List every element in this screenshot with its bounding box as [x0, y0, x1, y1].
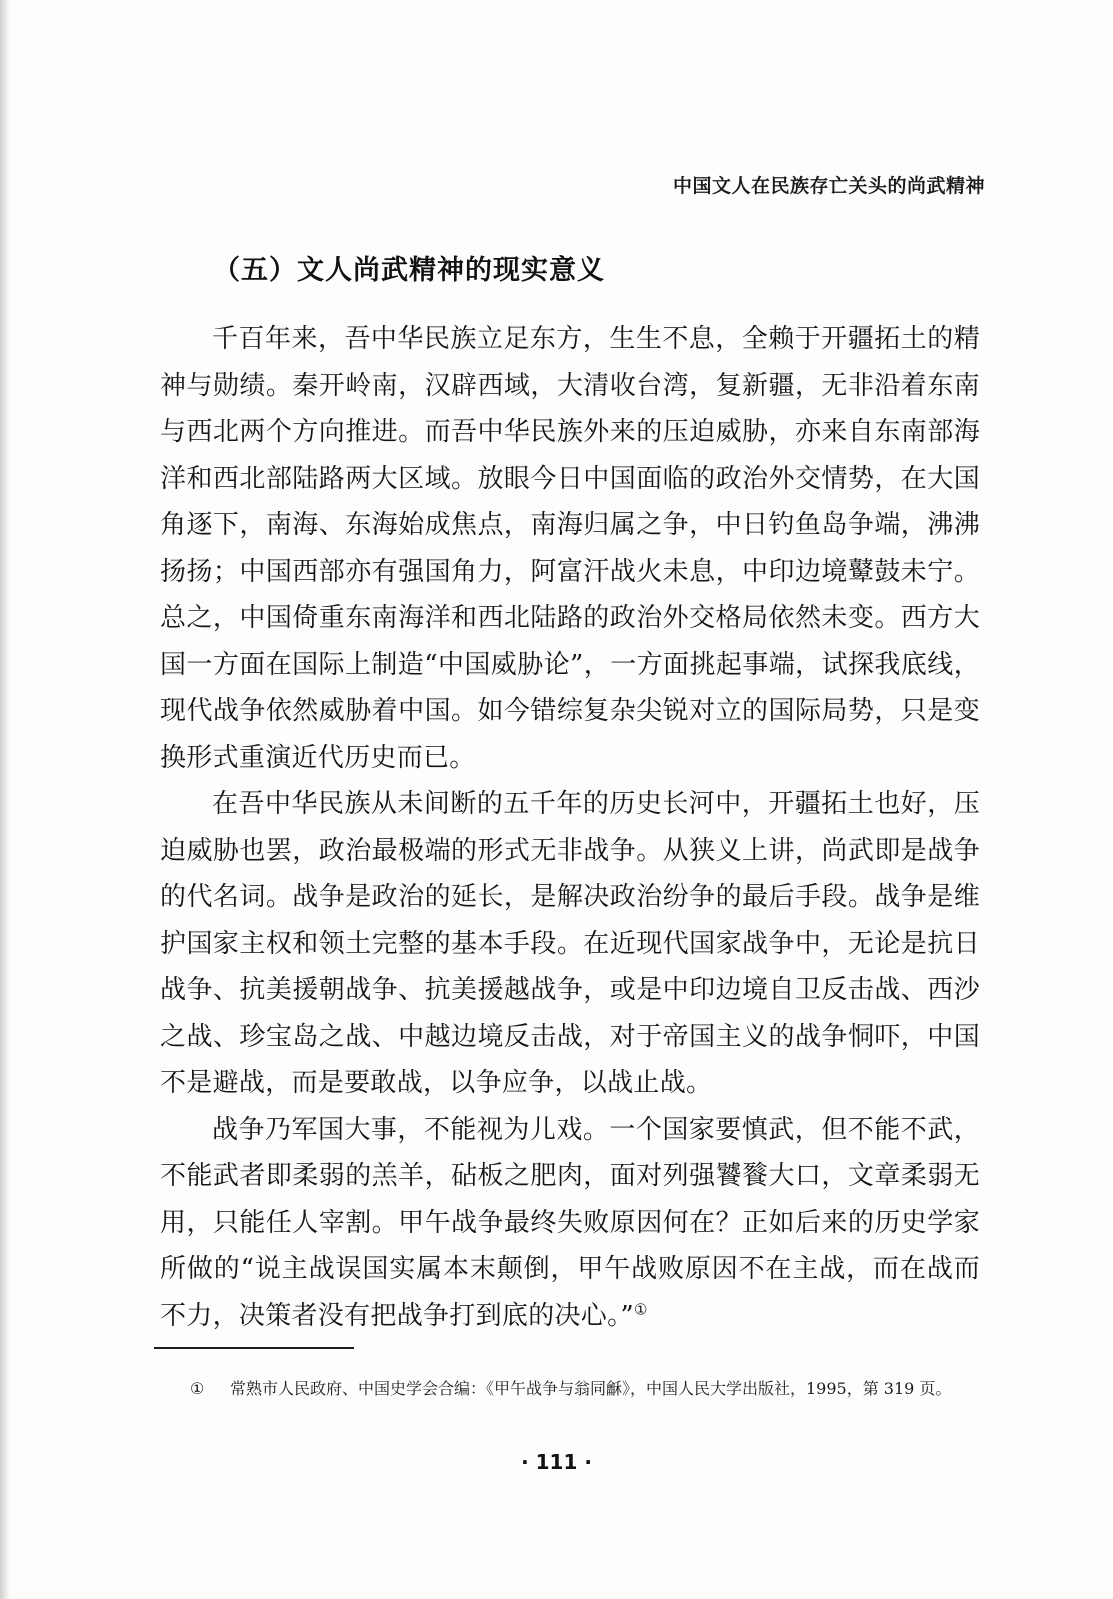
- page-number: · 111 ·: [521, 1450, 592, 1474]
- footnote-reference[interactable]: ①: [634, 1299, 648, 1318]
- paragraph-3: [160, 1107, 980, 1340]
- footnote-divider: [154, 1347, 354, 1349]
- body-text: [160, 316, 980, 1339]
- paragraph-2: 在吾中华民族从未间断的五千年的历史长河中，开疆拓土也好，压迫威胁也罢，政治最极端的形式无非战争。从狭义上讲，尚武即是战争的代名词。战争是政治的延长，是解决政治纷争的最后手段。战争是维护国家主权和领土完整的基本手段。在近现代国家战争中，无论是抗日战争、抗美援朝战争、抗美援越战争，或是中印边境自卫反击战、西沙之战、珍宝岛之战、中越边境反击战，对于帝国主义的战争恫吓，中国不是避战，而是要敢战，以争应争，以战止战。: [160, 789, 980, 1098]
- footnote-text: 常熟市人民政府、中国史学会合编：《甲午战争与翁同龢》，中国人民大学出版社，1995，第 319 页。: [230, 1379, 952, 1398]
- footnote: [190, 1375, 980, 1402]
- running-head: 中国文人在民族存亡关头的尚武精神: [672, 175, 985, 197]
- paragraph-3-text: 战争乃军国大事，不能视为儿戏。一个国家要慎武，但不能不武，不能武者即柔弱的羔羊，砧板之肥肉，面对列强饕餮大口，文章柔弱无用，只能任人宰割。甲午战争最终失败原因何在？正如后来的历史学家所做的“说主战误国实属本末颠倒，甲午战败原因不在主战，而在战而不力，决策者没有把战争打到底的决心。”: [160, 1114, 980, 1331]
- scan-edge-shadow: [0, 0, 10, 1599]
- paragraph-1: 千百年来，吾中华民族立足东方，生生不息，全赖于开疆拓土的精神与勋绩。秦开岭南，汉辟西域，大清收台湾，复新疆，无非沿着东南与西北两个方向推进。而吾中华民族外来的压迫威胁，亦来自东南部海洋和西北部陆路两大区域。放眼今日中国面临的政治外交情势，在大国角逐下，南海、东海始成焦点，南海归属之争，中日钓鱼岛争端，沸沸扬扬；中国西部亦有强国角力，阿富汗战火未息，中印边境鼙鼓未宁。总之，中国倚重东南海洋和西北陆路的政治外交格局依然未变。西方大国一方面在国际上制造“中国威胁论”，一方面挑起事端，试探我底线，现代战争依然威胁着中国。如今错综复杂尖锐对立的国际局势，只是变换形式重演近代历史而已。: [160, 324, 980, 773]
- section-heading: （五）文人尚武精神的现实意义: [213, 255, 605, 286]
- footnote-marker: ①: [190, 1379, 205, 1398]
